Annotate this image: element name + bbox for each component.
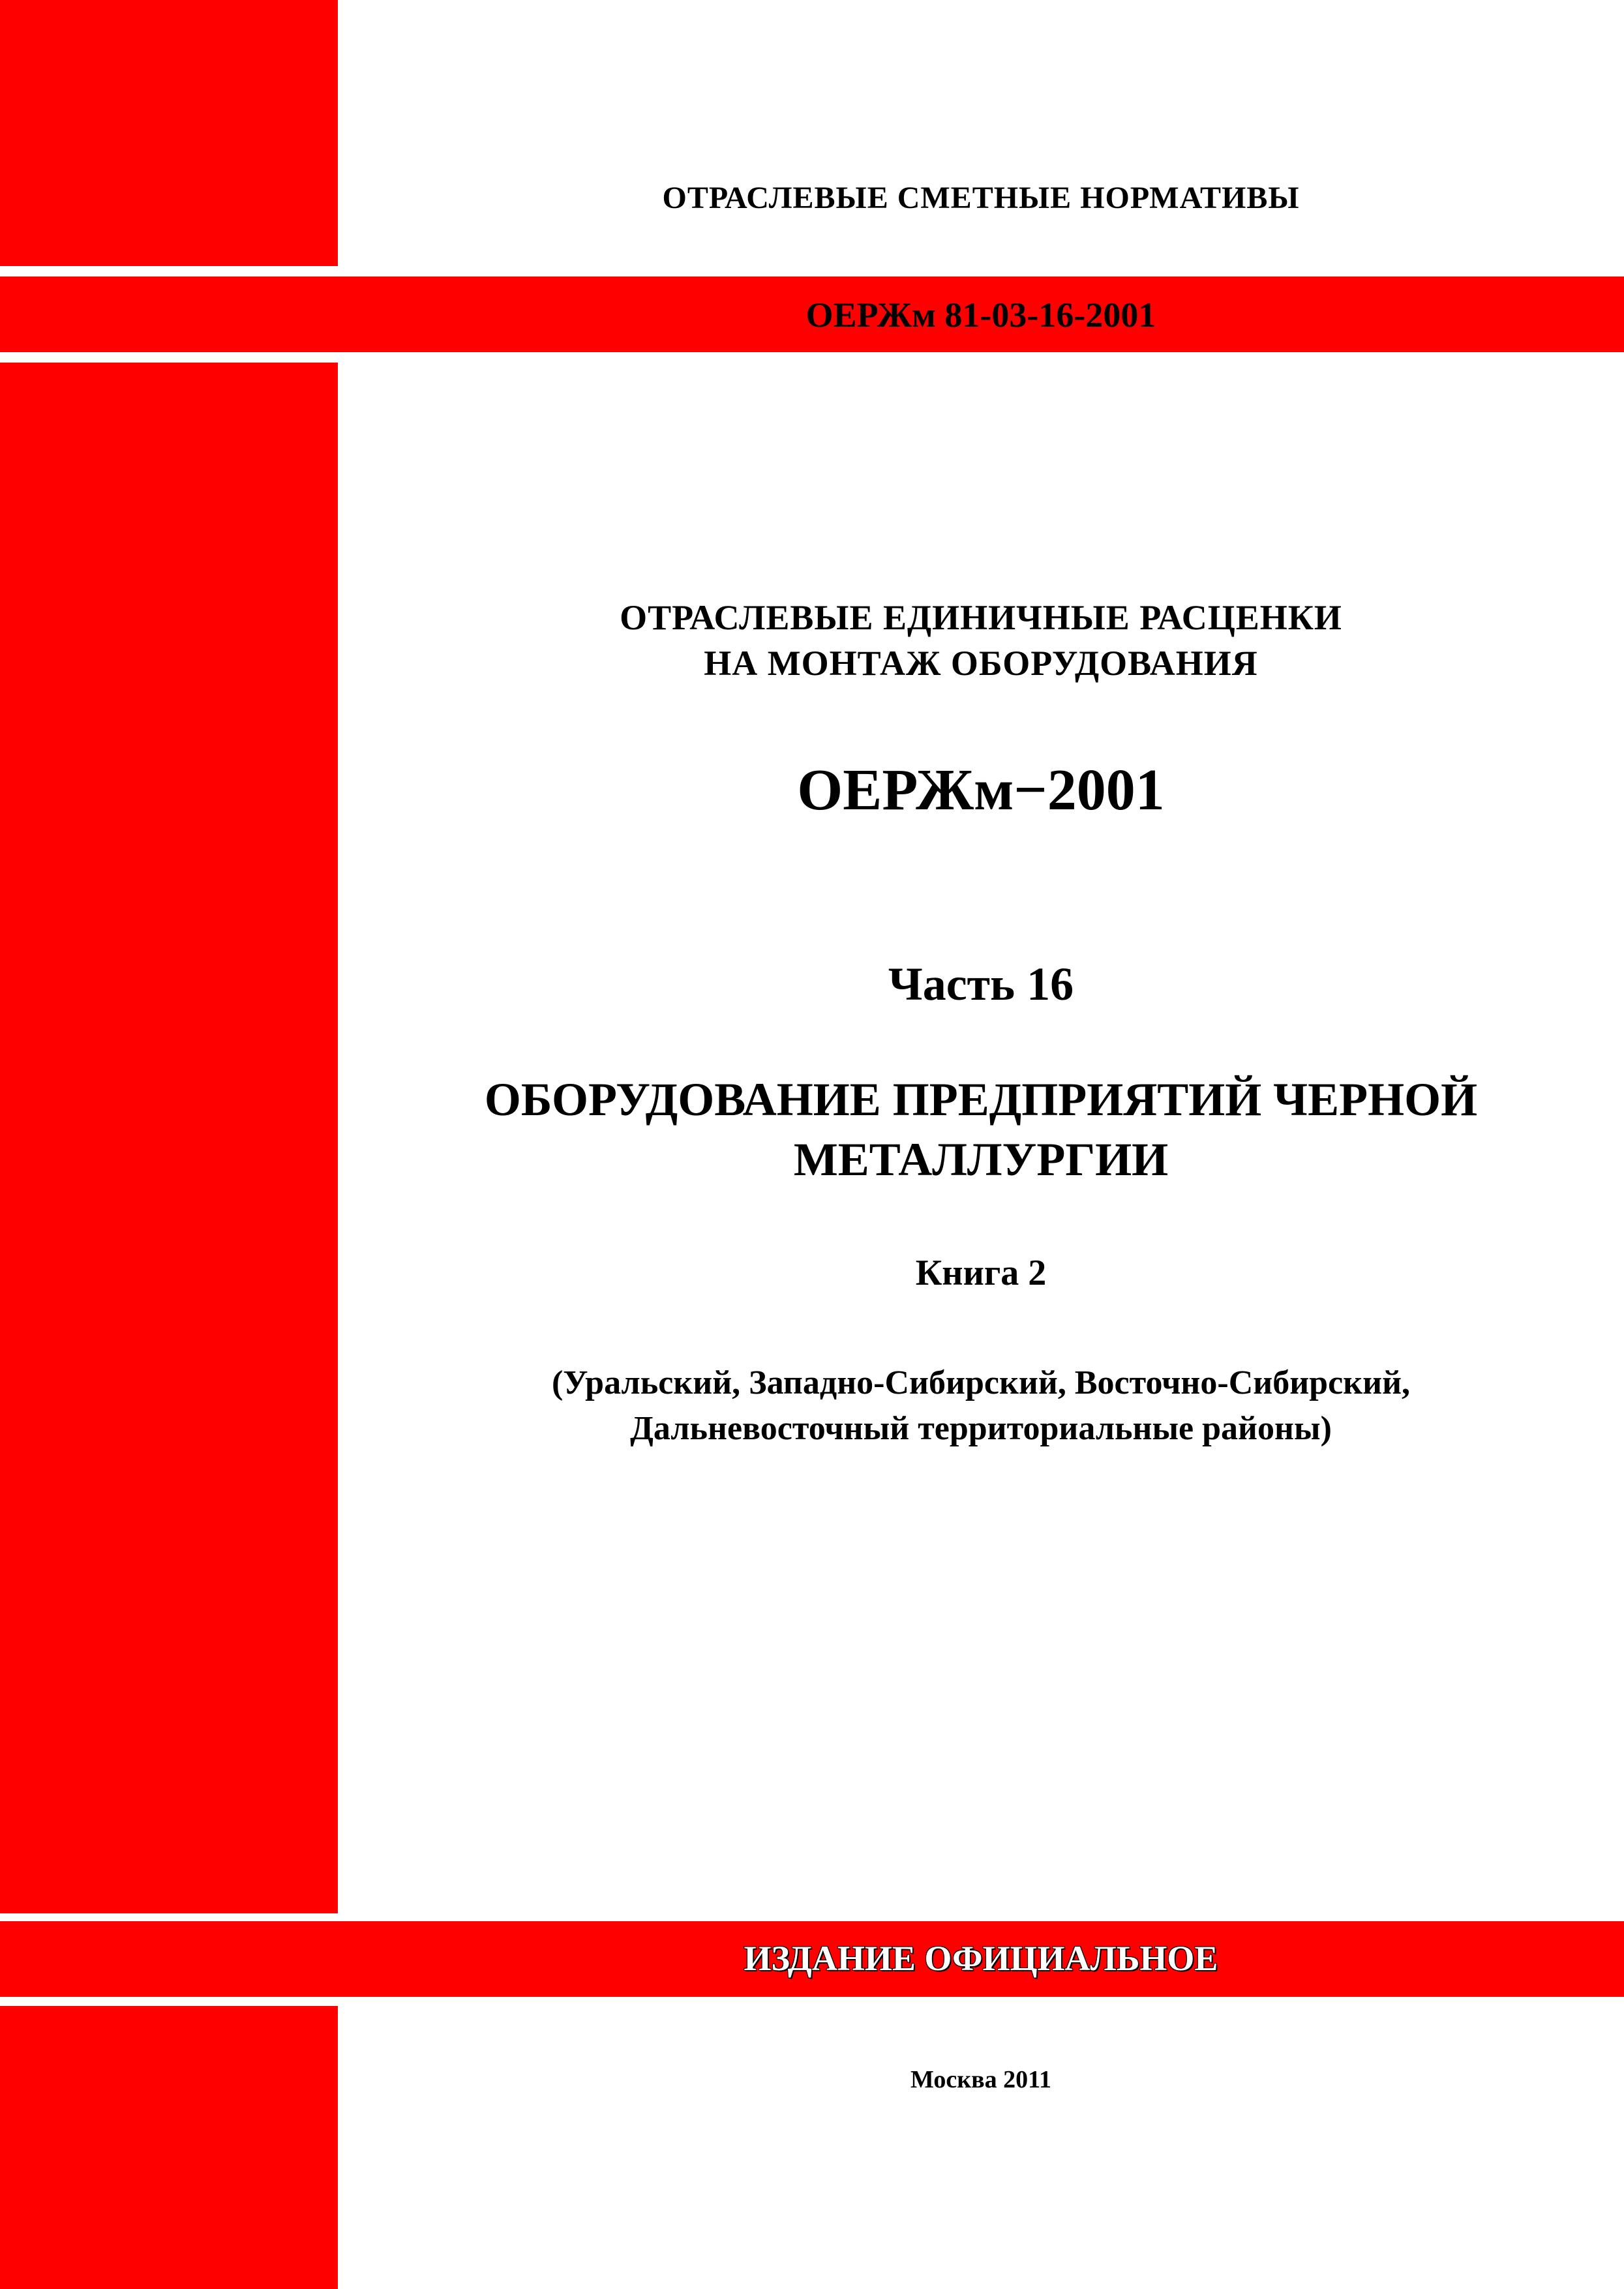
document-code: ОЕРЖм 81-03-16-2001 <box>805 295 1156 335</box>
topic-title <box>338 1070 1624 1189</box>
main-heading <box>338 595 1624 686</box>
series-title: ОТРАСЛЕВЫЕ СМЕТНЫЕ НОРМАТИВЫ <box>662 181 1300 215</box>
left-red-bar-bottom <box>0 2006 338 2289</box>
official-edition-label: ИЗДАНИЕ ОФИЦИАЛЬНОЕ <box>744 1939 1218 1978</box>
main-heading-line-2: НА МОНТАЖ ОБОРУДОВАНИЯ <box>704 644 1258 683</box>
city-year: Москва 2011 <box>910 2066 1052 2093</box>
left-red-bar-main <box>0 363 338 1913</box>
book-number: Книга 2 <box>915 1253 1047 1293</box>
main-heading-line-1: ОТРАСЛЕВЫЕ ЕДИНИЧНЫЕ РАСЦЕНКИ <box>620 598 1342 637</box>
part-number: Часть 16 <box>888 958 1074 1010</box>
regions-note <box>338 1360 1624 1452</box>
short-code: ОЕРЖм−2001 <box>797 758 1165 822</box>
topic-title-line-2: МЕТАЛЛУРГИИ <box>793 1133 1169 1186</box>
topic-title-line-1: ОБОРУДОВАНИЕ ПРЕДПРИЯТИЙ ЧЕРНОЙ <box>484 1073 1478 1126</box>
regions-note-line-2: Дальневосточный территориальные районы) <box>630 1410 1332 1447</box>
regions-note-line-1: (Уральский, Западно-Сибирский, Восточно-Сибирский, <box>551 1364 1411 1401</box>
left-red-bar-top <box>0 0 338 266</box>
